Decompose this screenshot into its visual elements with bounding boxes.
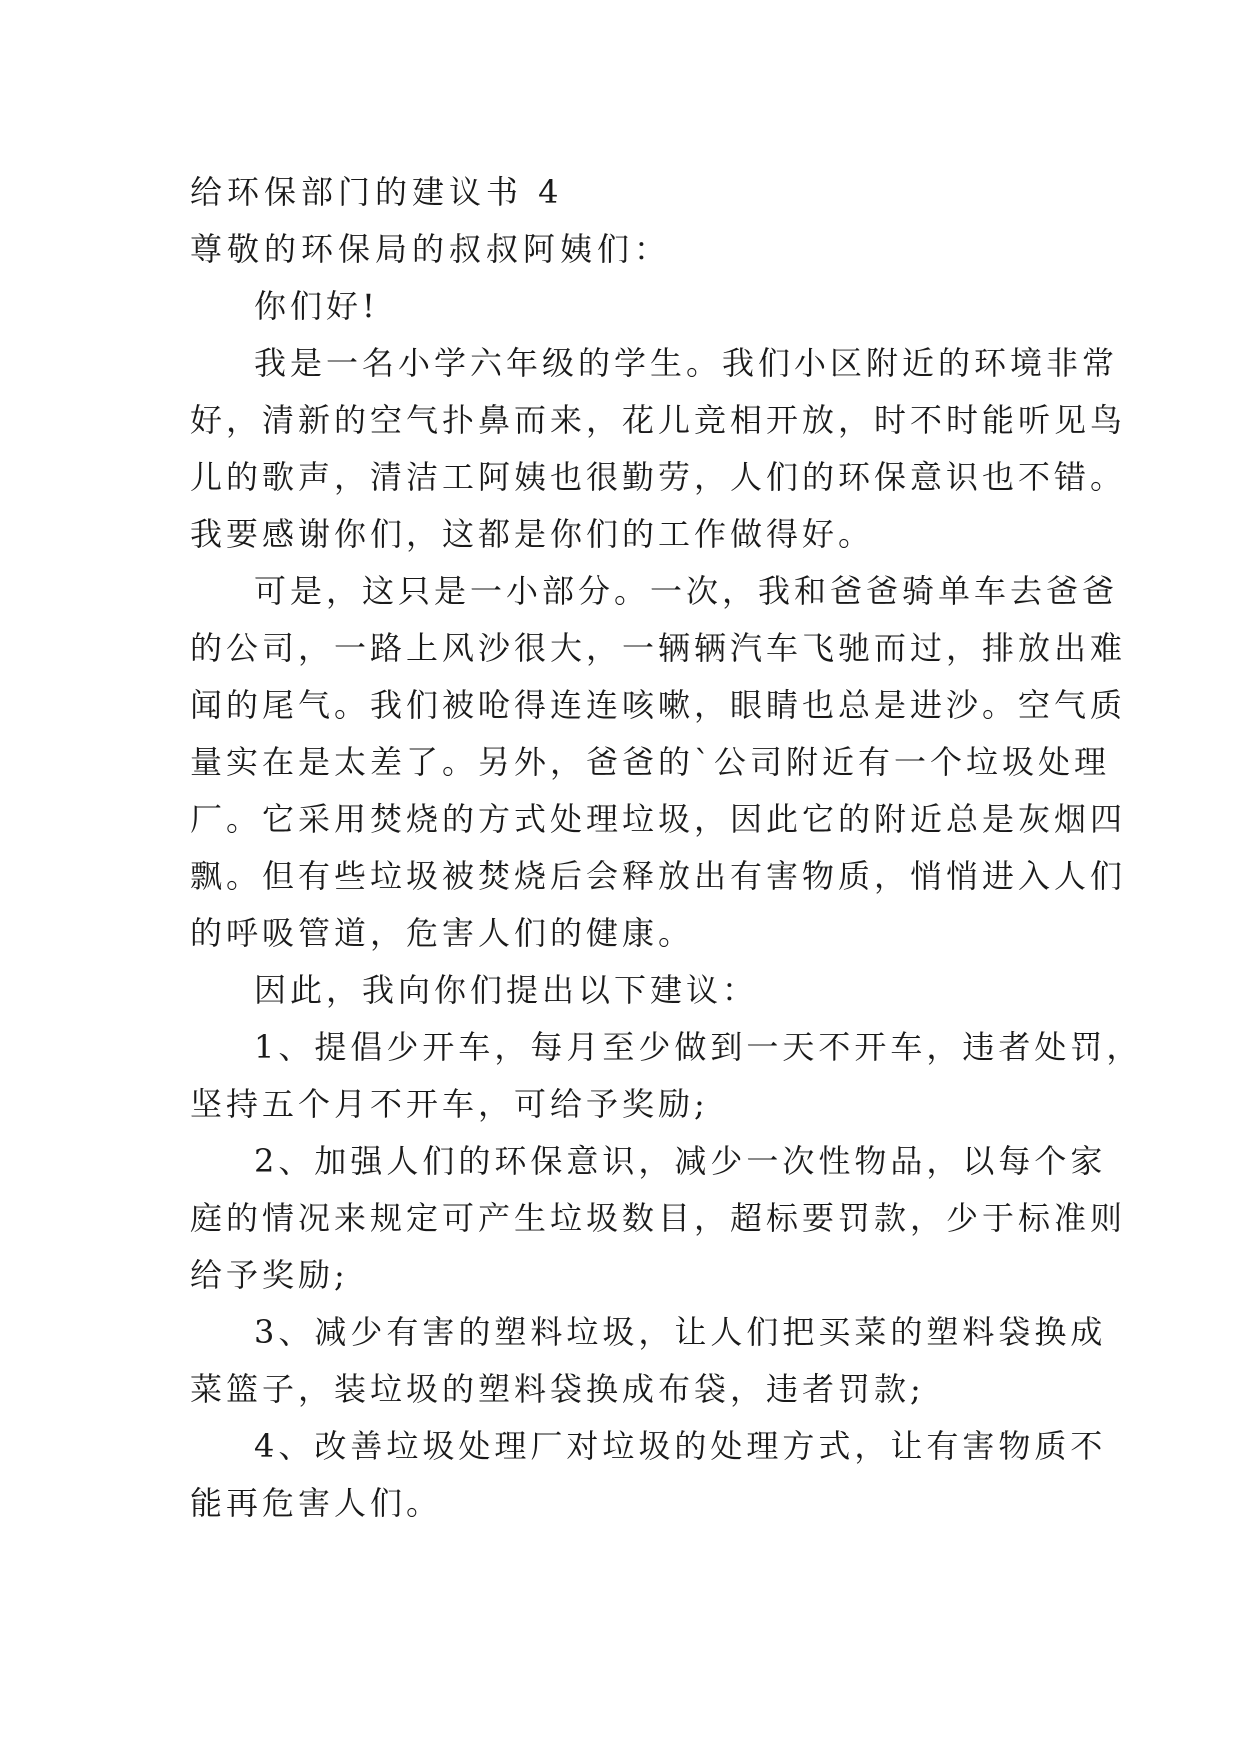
paragraph-line: 我要感谢你们，这都是你们的工作做得好。 [190, 515, 875, 553]
greeting: 你们好! [254, 287, 379, 325]
paragraph-line: 菜篮子，装垃圾的塑料袋换成布袋，违者罚款; [190, 1370, 925, 1408]
paragraph-line: 的公司，一路上风沙很大，一辆辆汽车飞驰而过，排放出难 [190, 629, 1127, 667]
paragraph-line: 飘。但有些垃圾被焚烧后会释放出有害物质，悄悄进入人们 [190, 857, 1127, 895]
suggestion-item-3 [190, 1304, 1107, 1418]
letter-body [190, 164, 1143, 1532]
paragraph-line: 4、改善垃圾处理厂对垃圾的处理方式，让有害物质不 [254, 1427, 1107, 1465]
suggestion-item-4 [190, 1418, 1107, 1532]
paragraph-line: 庭的情况来规定可产生垃圾数目，超标要罚款，少于标准则 [190, 1199, 1127, 1237]
document-title: 给环保部门的建议书 4 [190, 173, 564, 211]
salutation: 尊敬的环保局的叔叔阿姨们： [190, 230, 672, 268]
paragraph-intro-suggestions [190, 962, 1070, 1019]
paragraph-line: 给予奖励; [190, 1256, 349, 1294]
paragraph-line: 闻的尾气。我们被呛得连连咳嗽，眼睛也总是进沙。空气质 [190, 686, 1127, 724]
paragraph-line: 的呼吸管道，危害人们的健康。 [190, 914, 695, 952]
paragraph-line: 可是，这只是一小部分。一次，我和爸爸骑单车去爸爸 [254, 572, 1119, 610]
paragraph-line: 坚持五个月不开车，可给予奖励; [190, 1085, 709, 1123]
paragraph-line: 1、提倡少开车，每月至少做到一天不开车，违者处罚， [254, 1028, 1143, 1066]
paragraph-problems [190, 563, 1127, 962]
paragraph-line: 能再危害人们。 [190, 1484, 443, 1522]
paragraph-line: 厂。它采用焚烧的方式处理垃圾，因此它的附近总是灰烟四 [190, 800, 1127, 838]
paragraph-line: 因此，我向你们提出以下建议： [254, 971, 759, 1009]
paragraph-line: 我是一名小学六年级的学生。我们小区附近的环境非常 [254, 344, 1119, 382]
paragraph-line: 3、减少有害的塑料垃圾，让人们把买菜的塑料袋换成 [254, 1313, 1107, 1351]
paragraph-line: 儿的歌声，清洁工阿姨也很勤劳，人们的环保意识也不错。 [190, 458, 1127, 496]
paragraph-line: 2、加强人们的环保意识，减少一次性物品，以每个家 [254, 1142, 1107, 1180]
paragraph-praise [190, 335, 1127, 563]
suggestion-item-2 [190, 1133, 1127, 1304]
paragraph-line: 量实在是太差了。另外，爸爸的`公司附近有一个垃圾处理 [190, 743, 1111, 781]
suggestion-item-1 [190, 1019, 1143, 1133]
paragraph-line: 好，清新的空气扑鼻而来，花儿竞相开放，时不时能听见鸟 [190, 401, 1127, 439]
